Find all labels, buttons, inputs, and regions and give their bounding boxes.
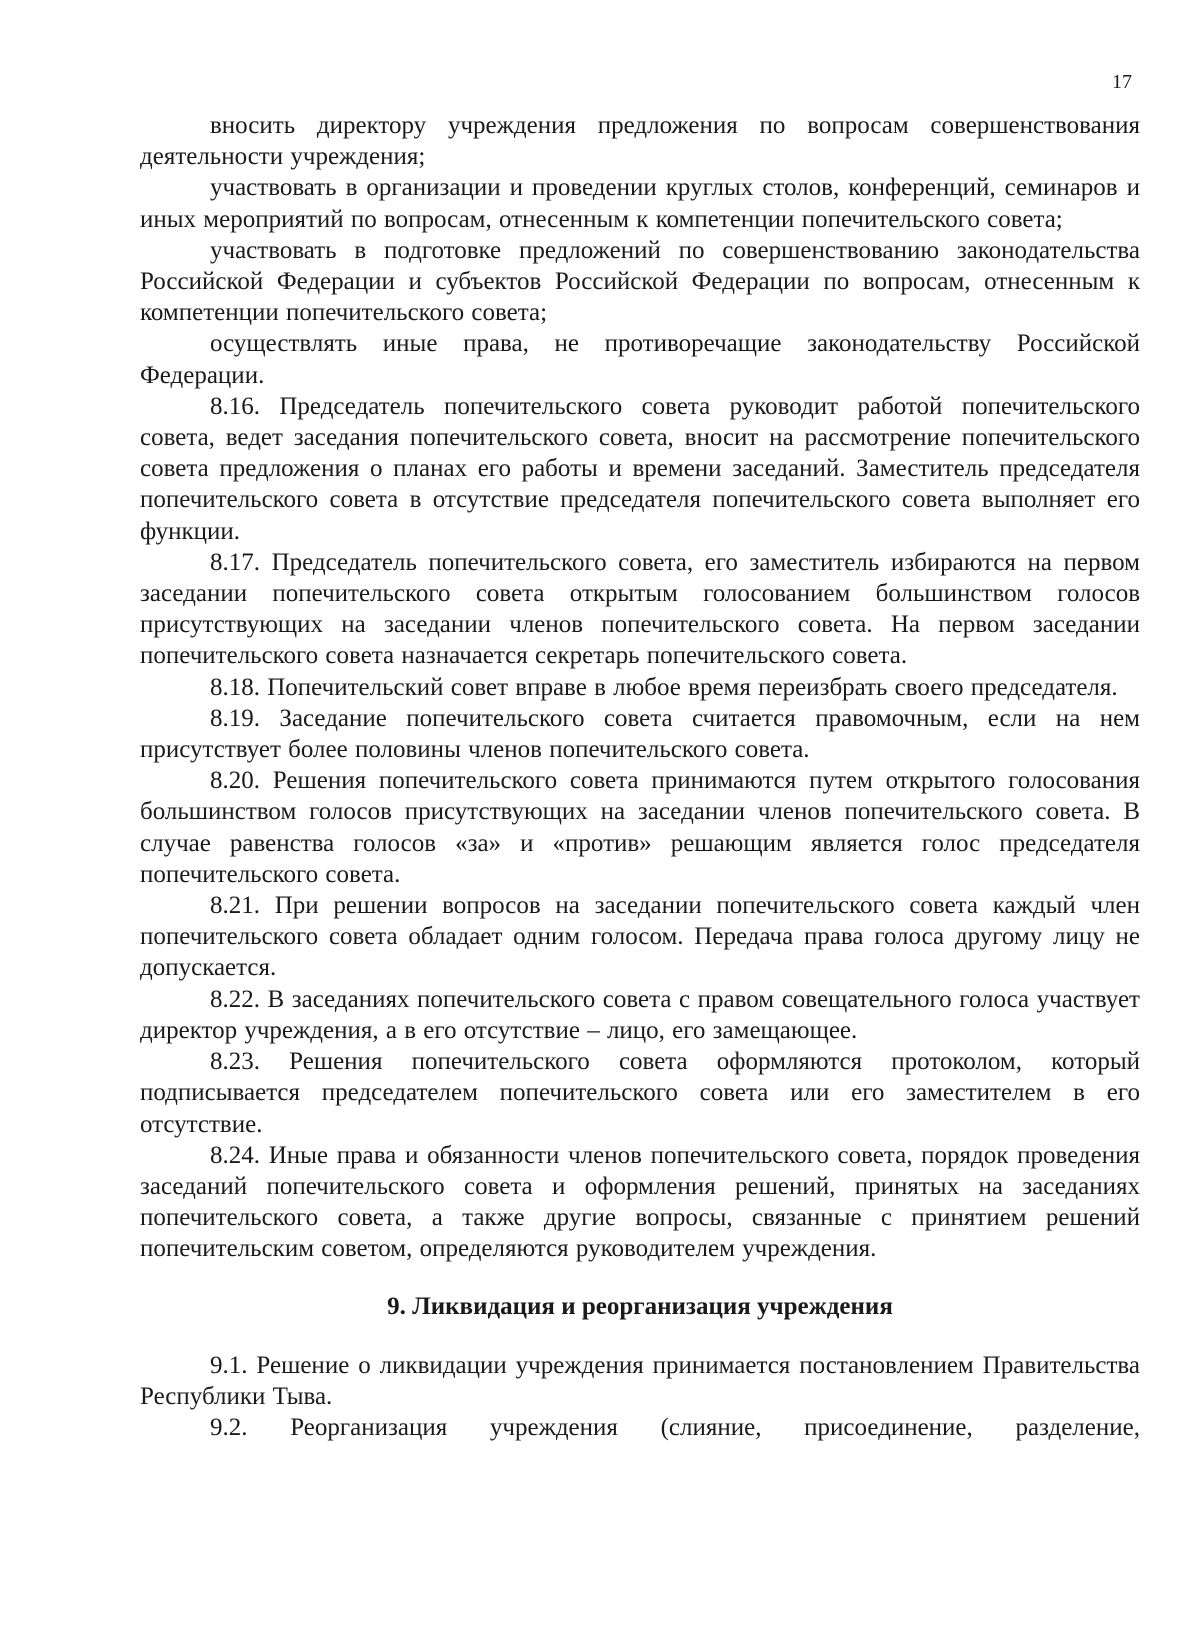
page-number: 17 [1112,71,1132,93]
paragraph-8-22: 8.22. В заседаниях попечительского совета с правом совещательного голоса участвует директор учреждения, а в его отсутствие – лицо, его замещающее. [140,985,1140,1044]
paragraph-8-18: 8.18. Попечительский совет вправе в любое время переизбрать своего председателя. [210,673,1118,701]
paragraph-8-21: 8.21. При решении вопросов на заседании попечительского совета каждый член попечительского совета обладает одним голосом. Передача права голоса другому лицу не допускается. [140,892,1140,982]
paragraph-9-2: 9.2. Реорганизация учреждения (слияние, присоединение, разделение, [210,1414,1140,1442]
paragraph-propose-to-director: вносить директору учреждения предложения по вопросам совершенствования деятельности учреждения; [140,112,1140,171]
paragraph-8-20: 8.20. Решения попечительского совета принимаются путем открытого голосования большинством голосов присутствующих на заседании членов попечительского совета. В случае равенства голосов «за» и «против» решающим является голос председателя попечительского совета. [140,767,1140,888]
paragraph-8-23: 8.23. Решения попечительского совета оформляются протоколом, который подписывается председателем попечительского совета или его заместителем в его отсутствие. [140,1048,1140,1138]
document-body [140,110,1140,1443]
paragraph-9-1: 9.1. Решение о ликвидации учреждения принимается постановлением Правительства Республики Тыва. [140,1351,1140,1410]
paragraph-8-24: 8.24. Иные права и обязанности членов попечительского совета, порядок проведения заседаний попечительского совета и оформления решений, принятых на заседаниях попечительского совета, а также другие вопросы, связанные с принятием решений попечительским советом, определяются руководителем учреждения. [140,1141,1140,1263]
paragraph-participate-roundtables: участвовать в организации и проведении круглых столов, конференций, семинаров и иных мероприятий по вопросам, отнесенным к компетенции попечительского совета; [140,174,1140,233]
paragraph-other-rights: осуществлять иные права, не противоречащие законодательству Российской Федерации. [140,330,1140,389]
paragraph-participate-legislation: участвовать в подготовке предложений по совершенствованию законодательства Российской Федерации и субъектов Российской Федерации по вопросам, отнесенным к компетенции попечительского совета; [140,236,1140,327]
paragraph-8-16: 8.16. Председатель попечительского совета руководит работой попечительского совета, ведет заседания попечительского совета, вносит на рассмотрение попечительского совета предложения о планах его работы и времени заседаний. Заместитель председателя попечительского совета в отсутствие председателя попечительского совета выполняет его функции. [140,392,1140,545]
paragraph-8-19: 8.19. Заседание попечительского совета считается правомочным, если на нем присутствует более половины членов попечительского совета. [140,704,1140,764]
section-title: 9. Ликвидация и реорганизация учреждения [387,1292,893,1320]
paragraph-8-17: 8.17. Председатель попечительского совета, его заместитель избираются на первом заседании попечительского совета открытым голосованием большинством голосов присутствующих на заседании членов попечительского совета. На первом заседании попечительского совета назначается секретарь попечительского совета. [140,548,1140,670]
